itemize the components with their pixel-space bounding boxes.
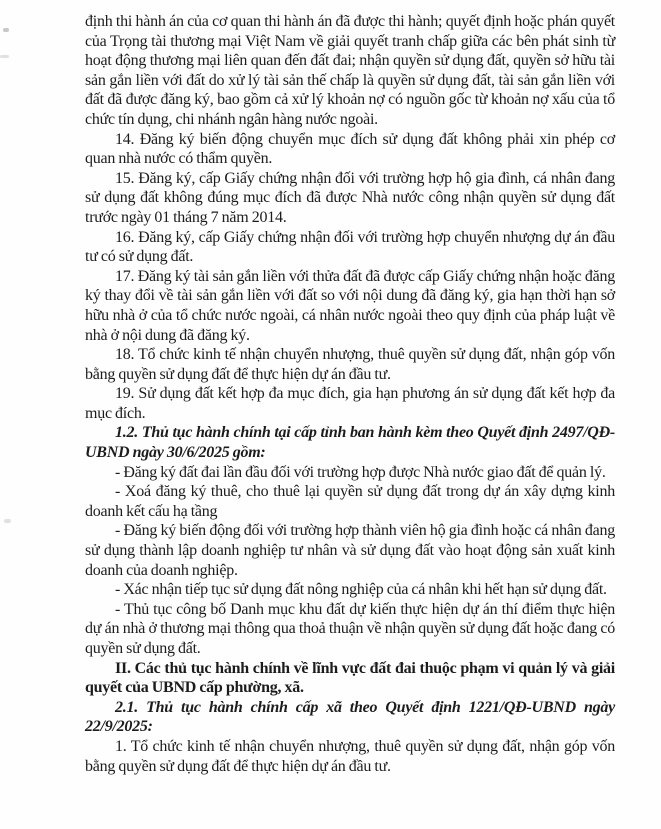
paragraph-dash-item: - Xoá đăng ký thuê, cho thuê lại quyền sử dụng đất trong dự án xây dựng kinh doanh kết cấu hạ tầng [85, 483, 615, 520]
paragraph-item-17: 17. Đăng ký tài sản gắn liền với thửa đất đã được cấp Giấy chứng nhận hoặc đăng ký thay đổi về tài sản gắn liền với đất so với nội dung đã đăng ký, gia hạn thời hạn sở hữu nhà ở của tổ chức nước ngoài, cá nhân nước ngoài theo quy định của pháp luật về nhà ở nội dung đã đăng ký. [85, 267, 615, 344]
heading-section-2-1: 2.1. Thủ tục hành chính cấp xã theo Quyết định 1221/QĐ-UBND ngày 22/9/2025: [85, 698, 615, 736]
paragraph-item-14: 14. Đăng ký biến động chuyển mục đích sử dụng đất không phải xin phép cơ quan nhà nước có thẩm quyền. [85, 130, 615, 168]
paragraph-item-19: 19. Sử dụng đất kết hợp đa mục đích, gia hạn phương án sử dụng đất kết hợp đa mục đích. [85, 385, 615, 422]
scan-artifact [0, 55, 9, 58]
paragraph-item-18: 18. Tổ chức kinh tế nhận chuyển nhượng, thuê quyền sử dụng đất, nhận góp vốn bằng quyền sử dụng đất để thực hiện dự án đầu tư. [85, 346, 615, 383]
paragraph-item-16: 16. Đăng ký, cấp Giấy chứng nhận đối với trường hợp chuyển nhượng dự án đầu tư có sử dụng đất. [85, 228, 615, 266]
heading-section-1-2: 1.2. Thủ tục hành chính tại cấp tỉnh ban hành kèm theo Quyết định 2497/QĐ-UBND ngày 30/6/2025 gồm: [85, 424, 615, 462]
document-body [85, 12, 615, 776]
scan-artifact [4, 519, 11, 523]
paragraph-dash-item: - Đăng ký biến động đối với trường hợp thành viên hộ gia đình hoặc cá nhân đang sử dụng thành lập doanh nghiệp tư nhân và sử dụng đất vào hoạt động sản xuất kinh doanh của doanh nghiệp. [85, 522, 615, 579]
paragraph-item-1: 1. Tổ chức kinh tế nhận chuyển nhượng, thuê quyền sử dụng đất, nhận góp vốn bằng quyền sử dụng đất để thực hiện dự án đầu tư. [85, 737, 615, 775]
paragraph-dash-item: - Đăng ký đất đai lần đầu đối với trường hợp được Nhà nước giao đất để quản lý. [115, 463, 606, 481]
paragraph-continuation: định thi hành án của cơ quan thi hành án đã được thi hành; quyết định hoặc phán quyết của Trọng tài thương mại Việt Nam về giải quyết tranh chấp giữa các bên phát sinh từ hoạt động thương mại liên quan đến đất đai; nhận quyền sử dụng đất, quyền sở hữu tài sản gắn liền với đất do xử lý tài sản thế chấp là quyền sử dụng đất, tài sản gắn liền với đất đã được đăng ký, bao gồm cả xử lý khoản nợ có nguồn gốc từ khoản nợ xấu của tổ chức tín dụng, chi nhánh ngân hàng nước ngoài. [85, 13, 615, 128]
scan-artifact [3, 28, 9, 32]
paragraph-dash-item: - Xác nhận tiếp tục sử dụng đất nông nghiệp của cá nhân khi hết hạn sử dụng đất. [115, 581, 607, 599]
paragraph-item-15: 15. Đăng ký, cấp Giấy chứng nhận đối với trường hợp hộ gia đình, cá nhân đang sử dụng đất không đúng mục đích đã được Nhà nước công nhận quyền sử dụng đất trước ngày 01 tháng 7 năm 2014. [85, 169, 615, 226]
paragraph-dash-item: - Thủ tục công bố Danh mục khu đất dự kiến thực hiện dự án thí điểm thực hiện dự án nhà ở thương mại thông qua thoả thuận về nhận quyền sử dụng đất hoặc đang có quyền sử dụng đất. [85, 600, 615, 657]
heading-section-II: II. Các thủ tục hành chính về lĩnh vực đất đai thuộc phạm vi quản lý và giải quyết của UBND cấp phường, xã. [85, 659, 615, 697]
